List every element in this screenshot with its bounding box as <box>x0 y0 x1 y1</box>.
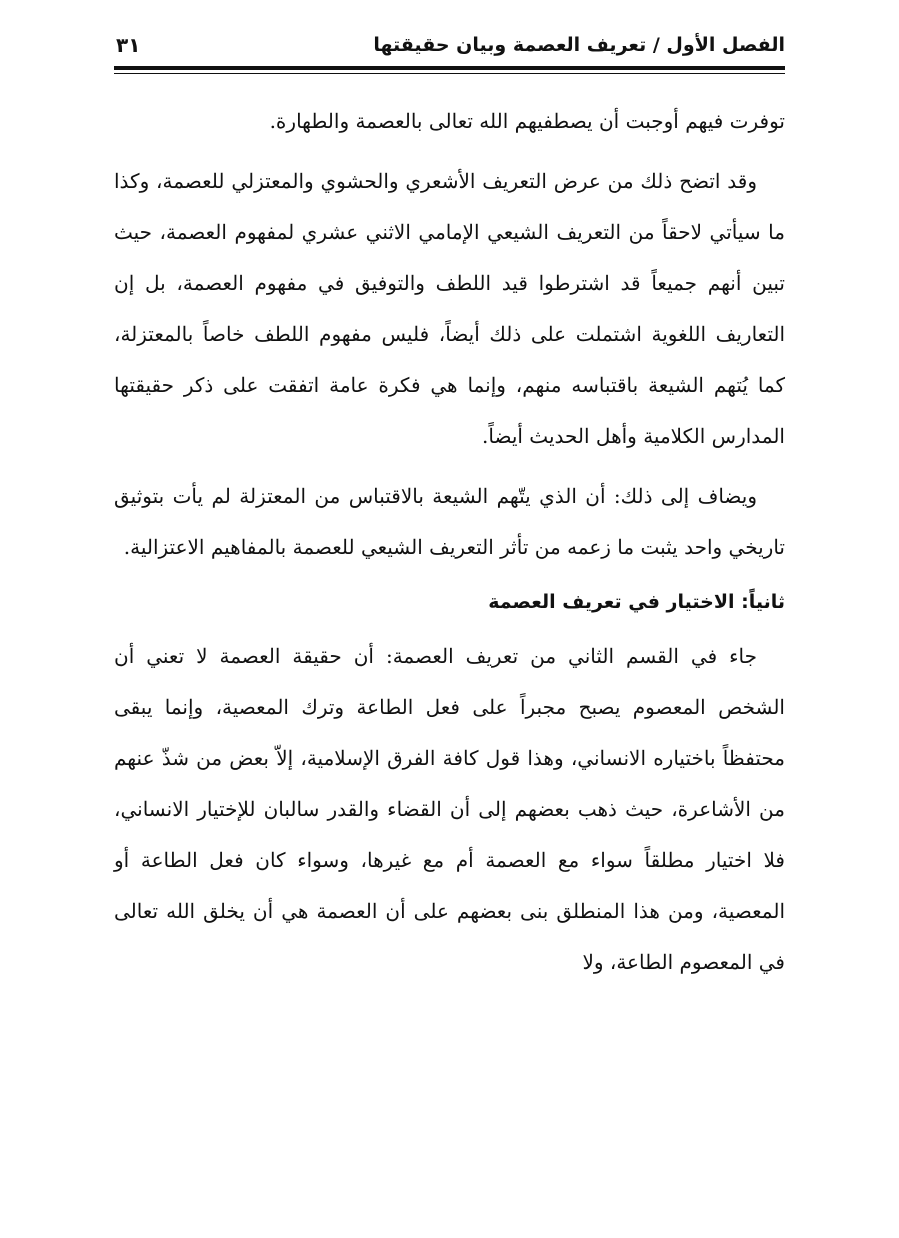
body-text <box>114 96 785 988</box>
section-subheading: ثانياً: الاختيار في تعريف العصمة <box>488 591 785 613</box>
header-rule-thick <box>114 66 785 70</box>
header-rule-thin <box>114 73 785 74</box>
paragraph-free-will: جاء في القسم الثاني من تعريف العصمة: أن حقيقة العصمة لا تعني أن الشخص المعصوم يصبح مجبراً على فعل الطاعة وترك المعصية، وإنما يبقى محتفظاً باختياره الانساني، وهذا قول كافة الفرق الإسلامية، إلاّ بعض من شذّ عنهم من الأشاعرة، حيث ذهب بعضهم إلى أن القضاء والقدر سالبان للإختيار الانساني، فلا اختيار مطلقاً سواء مع العصمة أم مع غيرها، وسواء كان فعل الطاعة أو المعصية، ومن هذا المنطلق بنى بعضهم على أن العصمة هي أن يخلق الله تعالى في المعصوم الطاعة، ولا <box>114 644 785 974</box>
chapter-title: الفصل الأول / تعريف العصمة وبيان حقيقتها <box>373 34 785 56</box>
running-header <box>116 28 785 62</box>
paragraph-continuation: توفرت فيهم أوجبت أن يصطفيهم الله تعالى بالعصمة والطهارة. <box>269 109 785 133</box>
paragraph-lutf-concept: وقد اتضح ذلك من عرض التعريف الأشعري والحشوي والمعتزلي للعصمة، وكذا ما سيأتي لاحقاً من التعريف الشيعي الإمامي الاثني عشري لمفهوم العصمة، حيث تبين أنهم جميعاً قد اشترطوا قيد اللطف والتوفيق في مفهوم العصمة، بل إن التعاريف اللغوية اشتملت على ذلك أيضاً، فليس مفهوم اللطف خاصاً بالمعتزلة، كما يُتهم الشيعة باقتباسه منهم، وإنما هي فكرة عامة اتفقت على ذكر حقيقتها المدارس الكلامية وأهل الحديث أيضاً. <box>114 169 785 448</box>
page-number: ٣١ <box>116 33 141 57</box>
paragraph-no-documentation: ويضاف إلى ذلك: أن الذي يتّهم الشيعة بالاقتباس من المعتزلة لم يأت بتوثيق تاريخي واحد يثبت ما زعمه من تأثر التعريف الشيعي للعصمة بالمفاهيم الاعتزالية. <box>114 484 785 559</box>
